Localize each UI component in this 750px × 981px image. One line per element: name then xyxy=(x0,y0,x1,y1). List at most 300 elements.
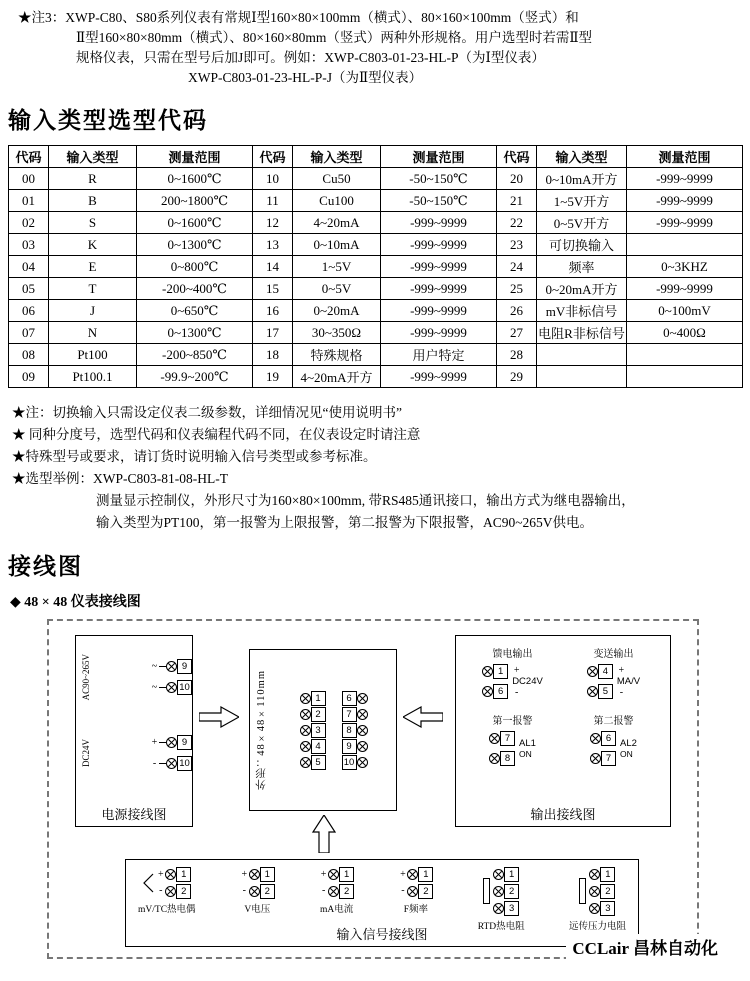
terminal-number: 10 xyxy=(177,680,192,695)
table-cell-code: 15 xyxy=(253,278,293,300)
input-box-title: 输入信号接线图 xyxy=(336,927,428,942)
table-cell-type: mV非标信号 xyxy=(537,300,627,322)
arrow-right-icon xyxy=(199,705,239,729)
wiring-subtitle: ◆ 48 × 48 仪表接线图 xyxy=(10,595,141,610)
screw-terminal-icon xyxy=(493,903,504,914)
table-cell-type: 频率 xyxy=(537,256,627,278)
input-group-label: mV/TC热电偶 xyxy=(138,905,196,915)
table-cell-range: -999~9999 xyxy=(381,322,497,344)
alarm-label: AL1 xyxy=(519,737,536,749)
table-cell-type: 电阻R非标信号 xyxy=(537,322,627,344)
table-row xyxy=(9,234,743,256)
note3-line: XWP-C803-01-23-HL-P-J（为Ⅱ型仪表） xyxy=(188,70,423,85)
resistor-icon xyxy=(579,878,586,904)
screw-terminal-icon xyxy=(589,903,600,914)
output-side-label: DC24V xyxy=(512,676,543,687)
screw-terminal-icon xyxy=(166,682,177,693)
table-header: 代码 xyxy=(9,146,49,168)
table-cell-type: 4~20mA开方 xyxy=(293,366,381,388)
terminal-number: 1 xyxy=(176,867,191,882)
note-line: ★注：切换输入只需设定仪表二级参数，详细情况见“使用说明书” xyxy=(12,405,402,420)
table-header: 代码 xyxy=(253,146,293,168)
table-cell-type: K xyxy=(49,234,137,256)
terminal xyxy=(589,900,615,916)
table-row xyxy=(9,256,743,278)
screw-terminal-icon xyxy=(166,758,177,769)
table-cell-range: 0~3KHZ xyxy=(627,256,743,278)
ac-power-group xyxy=(76,654,192,700)
terminal xyxy=(493,883,519,899)
input-group-label: 远传压力电阻 xyxy=(568,922,626,932)
table-cell-range: -999~9999 xyxy=(381,300,497,322)
table-cell-code: 29 xyxy=(497,366,537,388)
table-cell-range: -999~9999 xyxy=(381,234,497,256)
table-cell-code: 11 xyxy=(253,190,293,212)
screw-terminal-icon xyxy=(590,733,601,744)
table-cell-code: 00 xyxy=(9,168,49,190)
table-cell-type: J xyxy=(49,300,137,322)
terminal-number: 2 xyxy=(176,884,191,899)
terminal-strip-left xyxy=(300,690,326,770)
terminal xyxy=(589,883,615,899)
screw-terminal-icon xyxy=(166,737,177,748)
screw-terminal-icon xyxy=(482,686,493,697)
table-cell-code: 04 xyxy=(9,256,49,278)
table-cell-code: 26 xyxy=(497,300,537,322)
table-cell-code: 16 xyxy=(253,300,293,322)
input-group-voltage xyxy=(240,866,275,932)
table-cell-code: 25 xyxy=(497,278,537,300)
table-cell-type: Cu100 xyxy=(293,190,381,212)
ac-power-label: AC90~265V xyxy=(81,654,91,701)
table-cell-code: 07 xyxy=(9,322,49,344)
screw-terminal-icon xyxy=(300,741,311,752)
terminal xyxy=(328,883,354,899)
terminal xyxy=(150,658,192,675)
table-header: 代码 xyxy=(497,146,537,168)
terminal xyxy=(342,722,368,738)
table-cell-type: 0~10mA xyxy=(293,234,381,256)
output-group-alarm1 xyxy=(464,712,561,767)
table-header: 测量范围 xyxy=(627,146,743,168)
terminal xyxy=(482,683,508,700)
terminal xyxy=(493,900,519,916)
table-cell-code: 28 xyxy=(497,344,537,366)
table-header: 测量范围 xyxy=(381,146,497,168)
screw-terminal-icon xyxy=(590,753,601,764)
input-group-label: mA电流 xyxy=(319,905,354,915)
polarity-mark: + xyxy=(400,868,406,880)
table-cell-range: -999~9999 xyxy=(381,212,497,234)
polarity-mark: + xyxy=(151,737,158,749)
terminal xyxy=(590,730,616,747)
screw-terminal-icon xyxy=(165,886,176,897)
table-cell-code: 19 xyxy=(253,366,293,388)
table-cell-range: -200~850℃ xyxy=(137,344,253,366)
table-cell-range: 0~1600℃ xyxy=(137,168,253,190)
table-cell-code: 12 xyxy=(253,212,293,234)
power-box-title: 电源接线图 xyxy=(101,807,167,822)
screw-terminal-icon xyxy=(407,869,418,880)
table-cell-range: -999~9999 xyxy=(627,190,743,212)
terminal xyxy=(407,866,433,882)
notes-block xyxy=(0,402,750,534)
arrow-up-icon xyxy=(311,815,337,853)
output-group-feed xyxy=(464,645,561,700)
table-row xyxy=(9,168,743,190)
terminal xyxy=(300,738,326,754)
polarity-mark: + xyxy=(513,665,520,676)
table-row xyxy=(9,300,743,322)
terminal-number: 1 xyxy=(418,867,433,882)
terminal-number: 3 xyxy=(311,723,326,738)
table-cell-type: T xyxy=(49,278,137,300)
terminal-number: 8 xyxy=(342,723,357,738)
input-group-frequency xyxy=(398,866,433,932)
terminal-number: 2 xyxy=(339,884,354,899)
terminal-number: 1 xyxy=(311,691,326,706)
table-cell-range: -999~9999 xyxy=(381,278,497,300)
polarity-mark: - xyxy=(152,758,157,770)
screw-terminal-icon xyxy=(300,725,311,736)
table-cell-code: 06 xyxy=(9,300,49,322)
terminal-number: 3 xyxy=(600,901,615,916)
screw-terminal-icon xyxy=(166,661,177,672)
input-group-remote-pressure xyxy=(569,866,626,932)
output-side-label: MA/V xyxy=(616,676,641,687)
polarity-mark: - xyxy=(242,884,246,896)
table-cell-type: 1~5V开方 xyxy=(537,190,627,212)
wire-line xyxy=(159,742,166,743)
table-cell-type: 30~350Ω xyxy=(293,322,381,344)
note-line: 输入类型为PT100，第一报警为上限报警，第二报警为下限报警，AC90~265V供电。 xyxy=(96,515,594,530)
switch-state-label: ON xyxy=(519,748,532,759)
table-row xyxy=(9,344,743,366)
table-cell-code: 10 xyxy=(253,168,293,190)
section-title-wiring: 接线图 xyxy=(8,554,83,579)
table-cell-type: E xyxy=(49,256,137,278)
note-3-block xyxy=(0,0,750,88)
note-line: ★特殊型号或要求，请订货时说明输入信号类型或参考标准。 xyxy=(12,449,377,464)
table-cell-code: 22 xyxy=(497,212,537,234)
table-cell-code: 08 xyxy=(9,344,49,366)
terminal xyxy=(249,883,275,899)
terminal-number: 6 xyxy=(493,684,508,699)
table-cell-range: -999~9999 xyxy=(627,212,743,234)
table-cell-range: -50~150℃ xyxy=(381,190,497,212)
input-group-label: F频率 xyxy=(403,905,429,915)
polarity-mark: - xyxy=(515,687,519,698)
polarity-mark: - xyxy=(401,884,405,896)
table-cell-range: -999~9999 xyxy=(627,168,743,190)
note3-line: Ⅱ型160×80×80mm（横式）、80×160×80mm（竖式）两种外形规格。用户选型时若需Ⅱ型 xyxy=(76,30,593,45)
table-cell-range xyxy=(627,344,743,366)
table-cell-range: 0~1600℃ xyxy=(137,212,253,234)
table-cell-range: -99.9~200℃ xyxy=(137,366,253,388)
output-group-label: 馈电输出 xyxy=(492,649,533,660)
terminal-number: 1 xyxy=(600,867,615,882)
table-header: 输入类型 xyxy=(537,146,627,168)
note-line: ★选型举例：XWP-C803-81-08-HL-T xyxy=(12,471,228,486)
screw-terminal-icon xyxy=(489,753,500,764)
polarity-mark: ~ xyxy=(151,661,158,673)
note3-line: ★注3：XWP-C80、S80系列仪表有常规Ⅰ型160×80×100mm（横式）、80×160×100mm（竖式）和 xyxy=(18,10,579,25)
dc-power-group xyxy=(76,734,192,772)
screw-terminal-icon xyxy=(587,686,598,697)
screw-terminal-icon xyxy=(328,886,339,897)
note-line: 测量显示控制仪，外形尺寸为160×80×100mm, 带RS485通讯接口，输出方式为继电器输出， xyxy=(96,493,635,508)
table-cell-range: -999~9999 xyxy=(381,366,497,388)
table-cell-range: 0~1300℃ xyxy=(137,322,253,344)
polarity-mark: + xyxy=(618,665,625,676)
polarity-mark: ~ xyxy=(151,682,158,694)
table-cell-code: 03 xyxy=(9,234,49,256)
screw-terminal-icon xyxy=(357,709,368,720)
terminal xyxy=(342,706,368,722)
table-cell-code: 20 xyxy=(497,168,537,190)
table-cell-type: 0~5V xyxy=(293,278,381,300)
table-cell-type: R xyxy=(49,168,137,190)
terminal xyxy=(489,730,515,747)
table-cell-code: 14 xyxy=(253,256,293,278)
table-header: 输入类型 xyxy=(293,146,381,168)
polarity-mark: - xyxy=(619,687,624,698)
table-cell-range: -200~400℃ xyxy=(137,278,253,300)
terminal xyxy=(482,663,508,680)
table-cell-type xyxy=(537,366,627,388)
polarity-mark: - xyxy=(159,884,163,896)
output-box-title: 输出接线图 xyxy=(530,807,596,822)
terminal-number: 8 xyxy=(500,751,515,766)
note-line: ★ 同种分度号，选型代码和仪表编程代码不同，在仪表设定时请注意 xyxy=(12,427,421,442)
terminal-number: 1 xyxy=(260,867,275,882)
power-wiring-box xyxy=(75,635,193,827)
terminal xyxy=(587,683,613,700)
table-cell-type xyxy=(537,344,627,366)
terminal xyxy=(300,754,326,770)
terminal-number: 5 xyxy=(598,684,613,699)
table-cell-type: 4~20mA xyxy=(293,212,381,234)
wire-line xyxy=(159,687,166,688)
screw-terminal-icon xyxy=(300,709,311,720)
terminal xyxy=(342,690,368,706)
terminal-number: 3 xyxy=(504,901,519,916)
table-cell-code: 24 xyxy=(497,256,537,278)
table-cell-range: 0~800℃ xyxy=(137,256,253,278)
screw-terminal-icon xyxy=(328,869,339,880)
table-cell-code: 17 xyxy=(253,322,293,344)
terminal-number: 7 xyxy=(500,731,515,746)
terminal xyxy=(489,750,515,767)
table-row xyxy=(9,278,743,300)
table-cell-type: 0~20mA开方 xyxy=(537,278,627,300)
output-group-label: 变送输出 xyxy=(593,649,634,660)
section-title-input-codes: 输入类型选型代码 xyxy=(8,108,208,133)
polarity-mark: + xyxy=(320,868,327,880)
terminal-number: 6 xyxy=(601,731,616,746)
terminal-number: 4 xyxy=(598,664,613,679)
input-group-current xyxy=(319,866,354,932)
screw-terminal-icon xyxy=(249,886,260,897)
table-cell-range: 0~100mV xyxy=(627,300,743,322)
terminal-number: 10 xyxy=(177,756,192,771)
output-group-label: 第二报警 xyxy=(593,716,634,727)
table-cell-type: 可切换输入 xyxy=(537,234,627,256)
table-cell-code: 09 xyxy=(9,366,49,388)
terminal-number: 1 xyxy=(339,867,354,882)
table-cell-range: -999~9999 xyxy=(381,256,497,278)
instrument-box xyxy=(249,649,397,811)
table-cell-range: -50~150℃ xyxy=(381,168,497,190)
table-header: 测量范围 xyxy=(137,146,253,168)
terminal-number: 4 xyxy=(311,739,326,754)
output-wiring-box xyxy=(455,635,671,827)
table-header: 输入类型 xyxy=(49,146,137,168)
terminal-number: 9 xyxy=(342,739,357,754)
terminal xyxy=(328,866,354,882)
table-cell-code: 01 xyxy=(9,190,49,212)
table-header-row xyxy=(9,146,743,168)
table-cell-type: N xyxy=(49,322,137,344)
table-cell-range: 用户特定 xyxy=(381,344,497,366)
terminal xyxy=(587,663,613,680)
table-cell-type: Cu50 xyxy=(293,168,381,190)
wire-line xyxy=(159,763,166,764)
table-cell-type: B xyxy=(49,190,137,212)
terminal xyxy=(589,866,615,882)
outline-dimension-label: 外形：48×48×110mm xyxy=(256,669,267,791)
table-cell-code: 13 xyxy=(253,234,293,256)
terminal xyxy=(300,706,326,722)
table-cell-code: 05 xyxy=(9,278,49,300)
terminal-number: 9 xyxy=(177,659,192,674)
table-cell-range xyxy=(627,234,743,256)
terminal-number: 2 xyxy=(260,884,275,899)
table-cell-type: Pt100 xyxy=(49,344,137,366)
screw-terminal-icon xyxy=(493,886,504,897)
table-cell-range: 200~1800℃ xyxy=(137,190,253,212)
table-cell-range: -999~9999 xyxy=(627,278,743,300)
input-group-rtd xyxy=(478,866,525,932)
table-cell-type: 0~5V开方 xyxy=(537,212,627,234)
switch-state-label: ON xyxy=(620,748,633,759)
table-cell-code: 23 xyxy=(497,234,537,256)
screw-terminal-icon xyxy=(357,741,368,752)
note3-line: 规格仪表，只需在型号后加J即可。例如：XWP-C803-01-23-HL-P（为Ⅰ型仪表） xyxy=(76,50,545,65)
terminal-number: 9 xyxy=(177,735,192,750)
input-group-label: V电压 xyxy=(244,905,271,915)
screw-terminal-icon xyxy=(589,869,600,880)
screw-terminal-icon xyxy=(482,666,493,677)
screw-terminal-icon xyxy=(489,733,500,744)
table-row xyxy=(9,190,743,212)
terminal-number: 7 xyxy=(342,707,357,722)
table-cell-type: 0~20mA xyxy=(293,300,381,322)
screw-terminal-icon xyxy=(587,666,598,677)
thermocouple-icon xyxy=(142,872,155,894)
terminal xyxy=(590,750,616,767)
table-cell-range xyxy=(627,366,743,388)
terminal-number: 6 xyxy=(342,691,357,706)
table-cell-range: 0~1300℃ xyxy=(137,234,253,256)
terminal xyxy=(150,755,192,772)
table-cell-code: 18 xyxy=(253,344,293,366)
terminal xyxy=(300,690,326,706)
input-group-thermocouple xyxy=(138,866,196,932)
wiring-diagram xyxy=(47,619,699,959)
polarity-mark: - xyxy=(321,884,326,896)
input-type-code-table xyxy=(8,145,743,388)
terminal-number: 2 xyxy=(504,884,519,899)
table-cell-code: 27 xyxy=(497,322,537,344)
polarity-mark: + xyxy=(241,868,248,880)
terminal xyxy=(150,734,192,751)
dc-power-label: DC24V xyxy=(81,739,91,768)
table-cell-code: 02 xyxy=(9,212,49,234)
input-signal-box xyxy=(125,859,639,947)
terminal xyxy=(165,866,191,882)
terminal-number: 2 xyxy=(311,707,326,722)
terminal xyxy=(407,883,433,899)
terminal xyxy=(165,883,191,899)
brand-logo: CCLair 昌林自动化 xyxy=(566,934,724,959)
terminal-number: 10 xyxy=(342,755,357,770)
terminal xyxy=(342,738,368,754)
terminal xyxy=(150,679,192,696)
terminal xyxy=(300,722,326,738)
table-row xyxy=(9,322,743,344)
terminal-number: 7 xyxy=(601,751,616,766)
screw-terminal-icon xyxy=(357,725,368,736)
table-cell-type: 1~5V xyxy=(293,256,381,278)
screw-terminal-icon xyxy=(357,757,368,768)
table-cell-type: Pt100.1 xyxy=(49,366,137,388)
arrow-left-icon xyxy=(403,705,443,729)
wire-line xyxy=(159,666,166,667)
terminal xyxy=(493,866,519,882)
table-cell-type: 特殊规格 xyxy=(293,344,381,366)
alarm-label: AL2 xyxy=(620,737,637,749)
terminal-number: 1 xyxy=(504,867,519,882)
table-cell-type: S xyxy=(49,212,137,234)
screw-terminal-icon xyxy=(165,869,176,880)
polarity-mark: + xyxy=(157,868,164,880)
screw-terminal-icon xyxy=(357,693,368,704)
output-group-alarm2 xyxy=(565,712,662,767)
table-cell-type: 0~10mA开方 xyxy=(537,168,627,190)
table-row xyxy=(9,212,743,234)
resistor-icon xyxy=(483,878,490,904)
screw-terminal-icon xyxy=(493,869,504,880)
terminal-number: 5 xyxy=(311,755,326,770)
screw-terminal-icon xyxy=(407,886,418,897)
screw-terminal-icon xyxy=(589,886,600,897)
terminal xyxy=(342,754,368,770)
table-cell-code: 21 xyxy=(497,190,537,212)
screw-terminal-icon xyxy=(300,757,311,768)
terminal-number: 2 xyxy=(418,884,433,899)
screw-terminal-icon xyxy=(249,869,260,880)
table-cell-range: 0~400Ω xyxy=(627,322,743,344)
output-group-label: 第一报警 xyxy=(492,716,533,727)
terminal-number: 2 xyxy=(600,884,615,899)
terminal-number: 1 xyxy=(493,664,508,679)
table-cell-range: 0~650℃ xyxy=(137,300,253,322)
table-row xyxy=(9,366,743,388)
terminal-strip-right xyxy=(342,690,368,770)
screw-terminal-icon xyxy=(300,693,311,704)
input-group-label: RTD热电阻 xyxy=(477,922,525,932)
